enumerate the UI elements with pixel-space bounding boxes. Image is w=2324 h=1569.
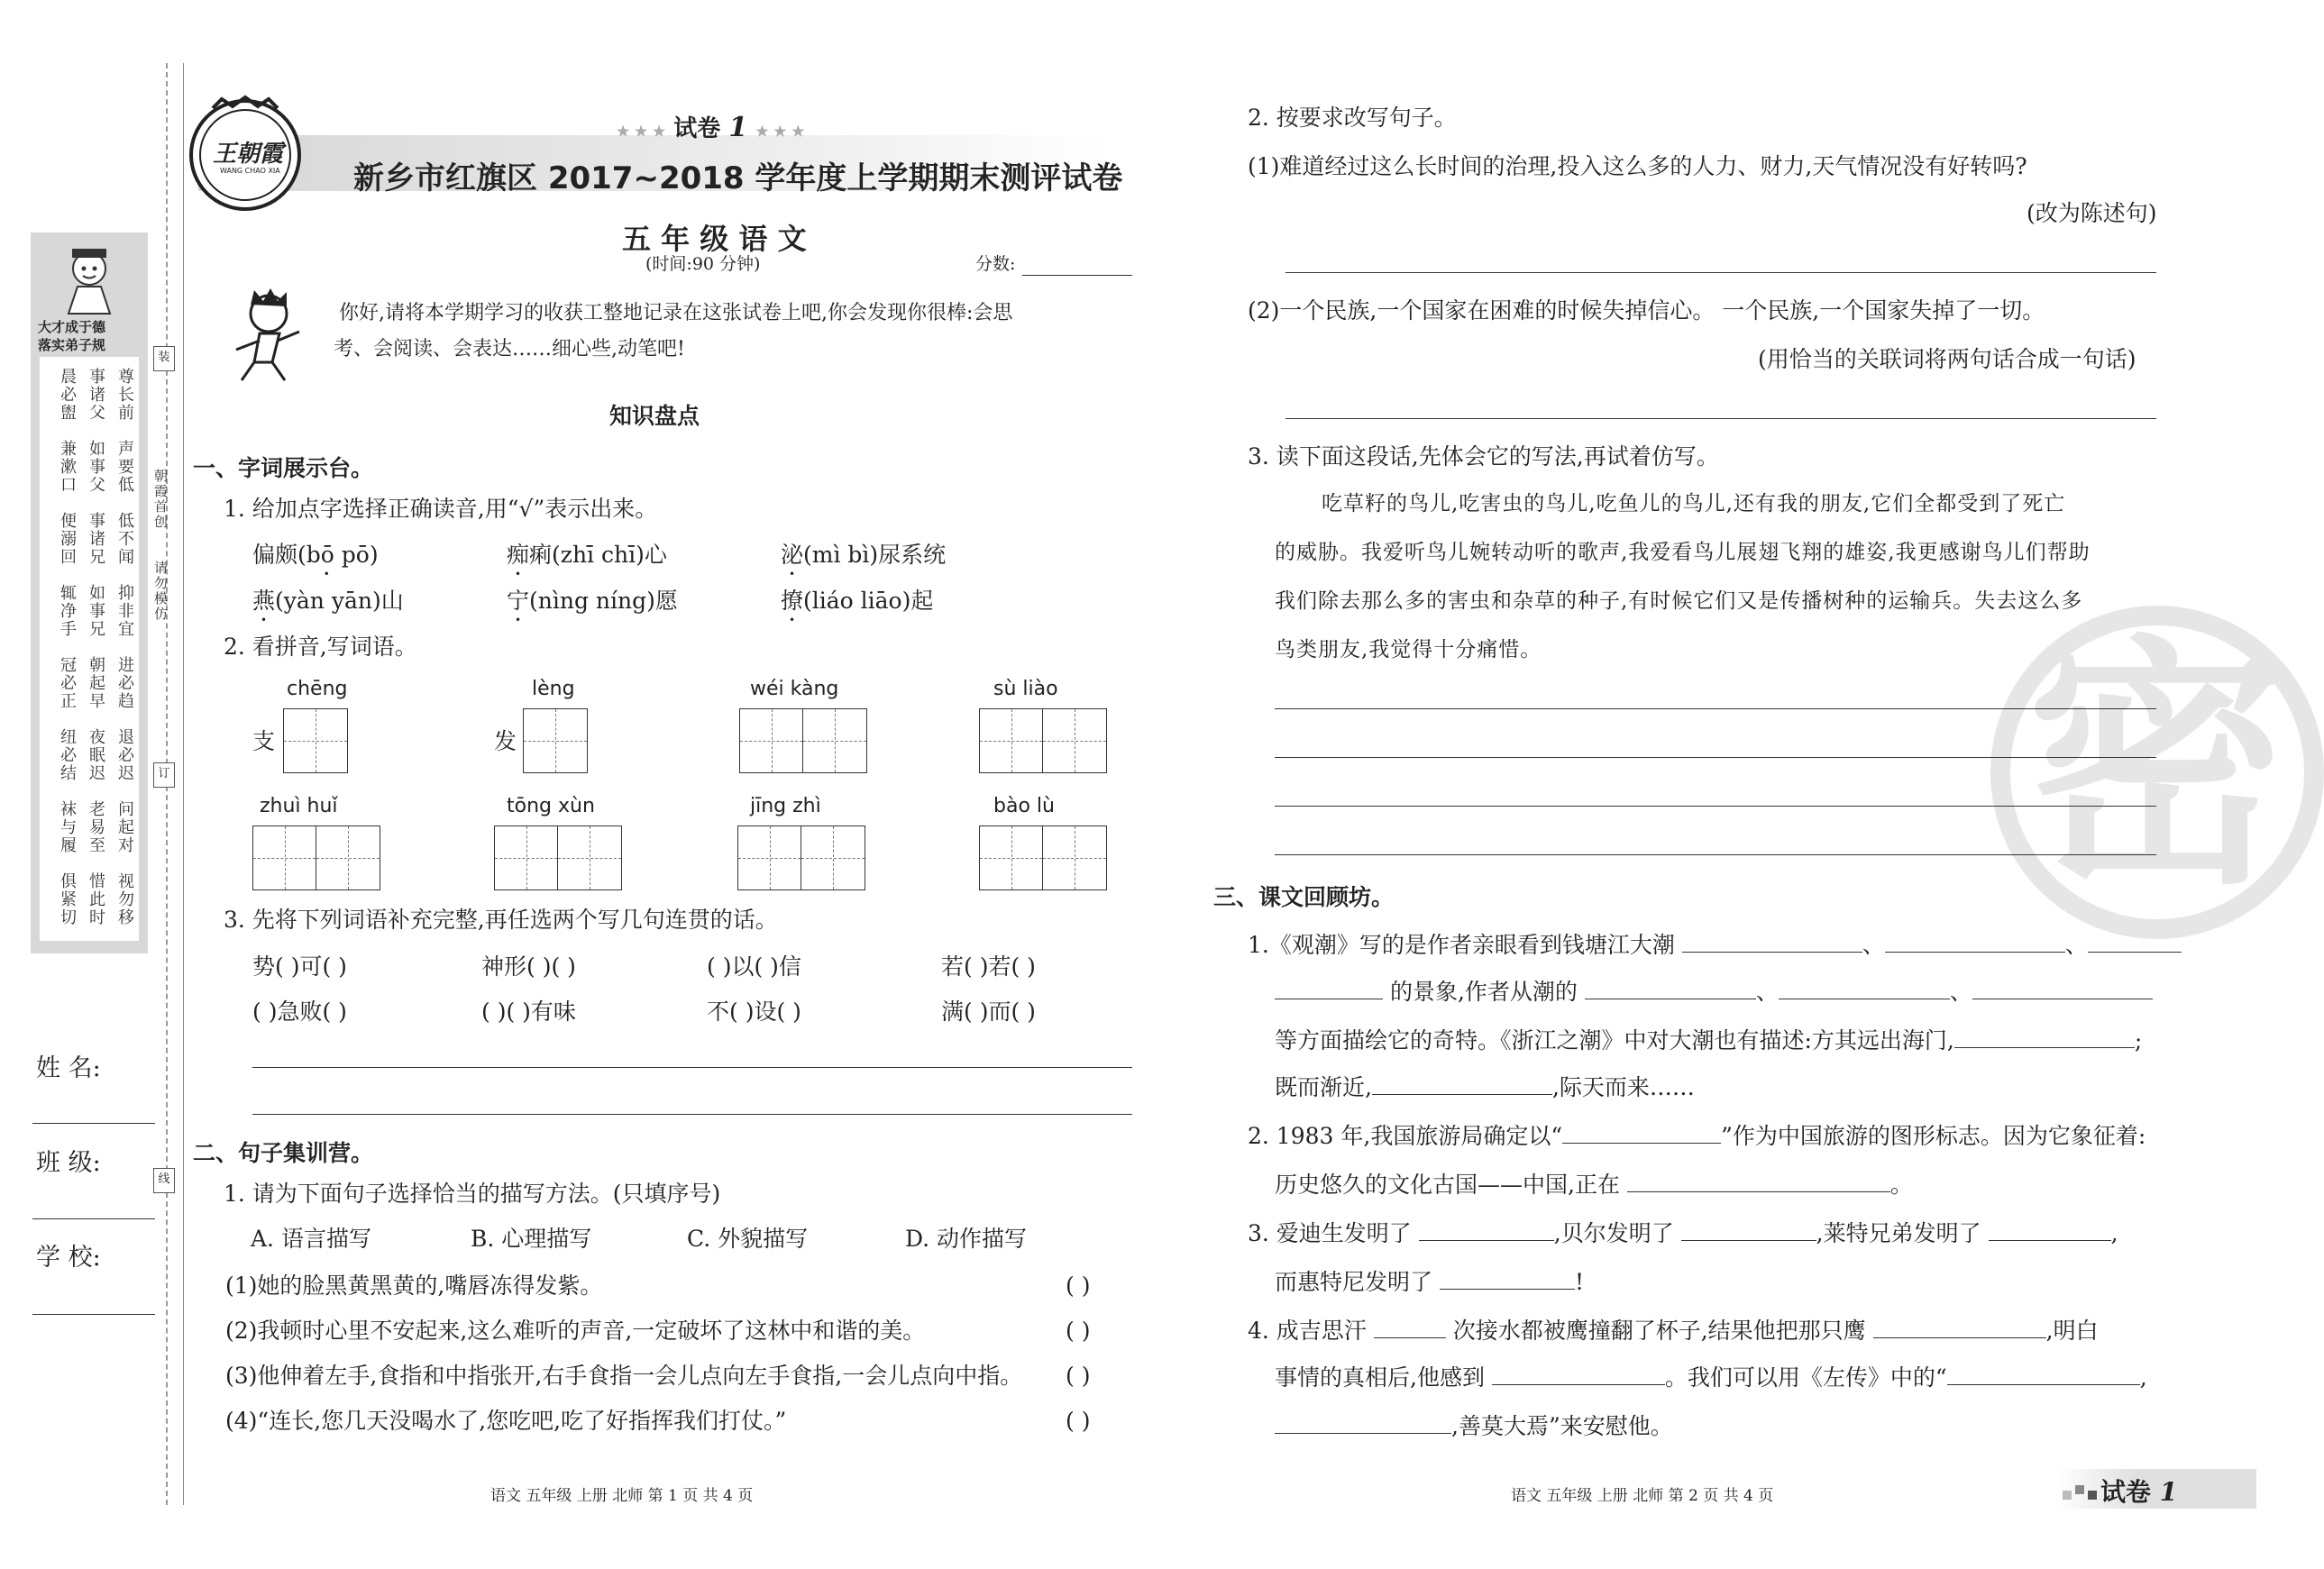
fill-blank[interactable]: [1989, 1218, 2111, 1241]
fill-blank[interactable]: [1374, 1316, 1446, 1338]
review-1-line-1: 1.《观潮》写的是作者亲眼看到钱塘江大潮 、 、: [1248, 930, 2182, 959]
review-2-line-2: 历史悠久的文化古国——中国,正在 。: [1275, 1172, 1913, 1198]
fill-blank[interactable]: [1275, 977, 1383, 999]
sec3-title: 三、课文回顾坊。: [1213, 884, 1395, 910]
cartoon-scholar-icon: [52, 242, 126, 315]
prefix-zhi: 支: [252, 728, 276, 754]
fill-blank[interactable]: [1492, 1363, 1665, 1385]
reading-item-5: 宁(nìng níng)愿: [507, 588, 678, 614]
q2-2-2: (2)一个民族,一个国家在困难的时候失掉信心。 一个民族,一个国家失掉了一切。: [1248, 297, 2045, 324]
intro-line-1: 你好,请将本学期学习的收获工整地记录在这张试卷上吧,你会发现你很棒:会思: [339, 302, 1013, 324]
section-heading: 知识盘点: [609, 403, 700, 429]
answer-paren[interactable]: ( ): [1066, 1408, 1091, 1434]
fill-blank[interactable]: [1779, 977, 1950, 999]
fill-blank[interactable]: [1681, 1218, 1816, 1241]
corner-blocks: [2063, 1483, 2102, 1501]
passage-line: 我们除去那么多的害虫和杂草的种子,有时候它们又是传播树种的运输兵。失去这么多: [1275, 589, 2083, 613]
poem-column: 如事父: [87, 440, 105, 494]
school-label: 学 校:: [36, 1244, 101, 1272]
mascot-icon: [227, 287, 308, 386]
q1-1: 1. 给加点字选择正确读音,用“√”表示出来。: [224, 496, 658, 522]
q2-3: 3. 读下面这段话,先体会它的写法,再试着仿写。: [1248, 443, 1719, 470]
review-4-line-1: 4. 成吉思汗 次接水都被鹰撞翻了杯子,结果他把那只鹰 ,明白: [1248, 1318, 2099, 1344]
poem-column: 低不闻: [115, 512, 134, 566]
q1-3: 3. 先将下列词语补充完整,再任选两个写几句连贯的话。: [224, 907, 778, 933]
fill-blank[interactable]: [2088, 930, 2182, 953]
option-c: C. 外貌描写: [687, 1226, 809, 1252]
review-3-line-2: 而惠特尼发明了 !: [1275, 1269, 1585, 1295]
brand-sub: WANG CHAO XIA: [220, 167, 280, 175]
poem-column: 视勿移: [115, 872, 134, 926]
star-icon: ★ ★ ★: [755, 123, 805, 140]
writing-grid[interactable]: [494, 826, 622, 890]
writing-grid[interactable]: [739, 708, 867, 773]
reading-item-6: 撩(liáo liāo)起: [781, 588, 934, 614]
sentence-4: (4)“连长,您几天没喝水了,您吃吧,吃了好指挥我们打仗。”: [225, 1408, 787, 1434]
subject-title: 五 年 级 语 文: [622, 222, 807, 256]
passage-line: 吃草籽的鸟儿,吃害虫的鸟儿,吃鱼儿的鸟儿,还有我的朋友,它们全都受到了死亡: [1322, 492, 2066, 515]
fill-blank[interactable]: [1562, 1121, 1721, 1144]
answer-line[interactable]: [1286, 418, 2156, 419]
pinyin-label: chēng: [287, 678, 348, 700]
answer-paren[interactable]: ( ): [1066, 1318, 1091, 1344]
review-1-line-4: 既而渐近, ,际天而来……: [1275, 1074, 1695, 1100]
sentence-2: (2)我顿时心里不安起来,这么难听的声音,一定破坏了这林中和谐的美。: [225, 1318, 926, 1344]
idiom: 满( )而( ): [941, 999, 1036, 1025]
writing-grid[interactable]: [979, 708, 1107, 773]
fill-blank[interactable]: [1954, 1026, 2135, 1048]
vertical-note-1: 朝霞首创: [152, 469, 169, 530]
answer-line[interactable]: [1275, 757, 2156, 758]
writing-grid[interactable]: [523, 708, 588, 773]
q2-2-1: (1)难道经过这么长时间的治理,投入这么多的人力、财力,天气情况没有好转吗?: [1248, 153, 2027, 179]
review-2-line-1: 2. 1983 年,我国旅游局确定以“ ”作为中国旅游的图形标志。因为它象征着:: [1248, 1123, 2146, 1149]
q1-2: 2. 看拼音,写词语。: [224, 634, 417, 660]
pinyin-label: zhuì huǐ: [260, 795, 338, 817]
reading-item-2: 痴痢(zhī chī)心: [507, 542, 667, 568]
writing-grid[interactable]: [737, 826, 865, 890]
writing-grid[interactable]: [979, 826, 1107, 890]
idiom: ( )( )有味: [481, 999, 576, 1025]
fill-blank[interactable]: [1947, 1363, 2140, 1385]
name-label: 姓 名:: [36, 1054, 101, 1082]
poem-column: 事诸兄: [87, 512, 105, 566]
idiom: 势( )可( ): [252, 953, 347, 980]
poem-column: 朝起早: [87, 656, 105, 710]
poem-column: 冠必正: [58, 656, 77, 710]
fold-mark-zhuang: 装: [153, 346, 175, 371]
score-input-line[interactable]: [1022, 275, 1132, 276]
strip-caption-2: 落实弟子规: [38, 337, 106, 353]
pinyin-label: sù liào: [993, 678, 1058, 700]
fill-blank[interactable]: [1372, 1072, 1552, 1095]
school-input-line[interactable]: [32, 1314, 155, 1315]
star-icon: ★ ★ ★: [617, 123, 666, 140]
poem-column: 尊长前: [115, 368, 134, 422]
class-input-line[interactable]: [32, 1218, 155, 1219]
option-d: D. 动作描写: [905, 1226, 1028, 1252]
exam-title: 新乡市红旗区 2017~2018 学年度上学期期末测评试卷: [353, 160, 1123, 196]
time-note: (时间:90 分钟): [645, 254, 761, 274]
q2-2: 2. 按要求改写句子。: [1248, 105, 1457, 131]
q2-2-1-req: (改为陈述句): [2027, 200, 2157, 226]
poem-column: 晨必盥: [58, 368, 77, 422]
fill-blank[interactable]: [1585, 977, 1756, 999]
answer-paren[interactable]: ( ): [1066, 1273, 1091, 1299]
passage-line: 的威胁。我爱听鸟儿婉转动听的歌声,我爱看鸟儿展翅飞翔的雄姿,我更感谢鸟儿们帮助: [1275, 541, 2091, 564]
poem-column: 事诸父: [87, 368, 105, 422]
poem-column: 抑非宜: [115, 584, 134, 638]
pinyin-label: lèng: [532, 678, 575, 700]
side-strip-panel: [31, 233, 148, 953]
pinyin-label: tōng xùn: [507, 795, 595, 817]
q2-1: 1. 请为下面句子选择恰当的描写方法。(只填序号): [224, 1181, 721, 1207]
review-1-line-2: 的景象,作者从潮的 、 、: [1275, 977, 2153, 1006]
fill-blank[interactable]: [1682, 930, 1862, 953]
prefix-fa: 发: [494, 728, 517, 754]
poem-column: 便溺回: [58, 512, 77, 566]
binding-solid-line: [183, 63, 184, 1505]
poem-column: 问起对: [115, 800, 134, 854]
left-footer: 语文 五年级 上册 北师 第 1 页 共 4 页: [490, 1487, 754, 1505]
answer-line[interactable]: [252, 1114, 1132, 1115]
reading-item-3: 泌(mì bì)尿系统: [781, 542, 947, 568]
class-label: 班 级:: [36, 1149, 101, 1177]
review-4-line-3: ,善莫大焉”来安慰他。: [1275, 1411, 1673, 1440]
poem-column: 纽必结: [58, 728, 77, 782]
answer-line[interactable]: [1275, 806, 2156, 807]
answer-line[interactable]: [1286, 272, 2156, 273]
poem-column: 进必趋: [115, 656, 134, 710]
idiom: 神形( )( ): [481, 953, 576, 980]
series-badge: [617, 110, 804, 143]
answer-line[interactable]: [1275, 708, 2156, 709]
answer-paren[interactable]: ( ): [1066, 1363, 1091, 1389]
poem-column: 退必迟: [115, 728, 134, 782]
reading-item-4: 燕(yàn yān)山: [252, 588, 404, 614]
poem-column: 辄净手: [58, 584, 77, 638]
poem-column: 夜眠迟: [87, 728, 105, 782]
fold-mark-xian: 线: [153, 1168, 175, 1193]
intro-line-2: 考、会阅读、会表达……细心些,动笔吧!: [334, 338, 685, 360]
seal-watermark: [1990, 606, 2288, 939]
answer-line[interactable]: [1275, 854, 2156, 855]
q2-2-2-req: (用恰当的关联词将两句话合成一句话): [1758, 346, 2136, 372]
right-footer: 语文 五年级 上册 北师 第 2 页 共 4 页: [1511, 1487, 1774, 1505]
fill-blank[interactable]: [1885, 930, 2065, 953]
review-1-line-3: 等方面描绘它的奇特。《浙江之潮》中对大潮也有描述:方其远出海门, ;: [1275, 1027, 2143, 1054]
idiom: 不( )设( ): [707, 999, 801, 1025]
review-3-line-1: 3. 爱迪生发明了 ,贝尔发明了 ,莱特兄弟发明了 ,: [1248, 1220, 2118, 1246]
fill-blank[interactable]: [1440, 1267, 1575, 1290]
pinyin-label: wéi kàng: [750, 678, 839, 700]
poem-column: 惜此时: [87, 872, 105, 926]
corner-label: 试卷 1: [2100, 1477, 2178, 1507]
passage-line: 鸟类朋友,我觉得十分痛惜。: [1275, 638, 1542, 661]
vertical-note-2: 请勿模仿: [152, 561, 169, 622]
sec1-title: 一、字词展示台。: [193, 455, 374, 481]
pinyin-label: bào lù: [993, 795, 1055, 817]
fold-mark-ding: 订: [153, 762, 175, 788]
sentence-1: (1)她的脸黑黄黑黄的,嘴唇冻得发紫。: [225, 1273, 603, 1299]
sentence-3: (3)他伸着左手,食指和中指张开,右手食指一会儿点向左手食指,一会儿点向中指。: [225, 1363, 1023, 1389]
sec2-title: 二、句子集训营。: [193, 1140, 374, 1166]
poem-column: 老易至: [87, 800, 105, 854]
brand-text: 王朝霞: [213, 141, 284, 168]
name-input-line[interactable]: [32, 1123, 155, 1124]
fill-blank[interactable]: [1972, 977, 2153, 999]
pinyin-label: jīng zhì: [750, 795, 821, 817]
poem-column: 兼漱口: [58, 440, 77, 494]
reading-item-1: 偏颇(bō pō) •: [252, 542, 379, 569]
idiom: 若( )若( ): [941, 953, 1036, 980]
fill-blank[interactable]: [1627, 1170, 1890, 1192]
series-number: 1: [728, 112, 748, 143]
option-a: A. 语言描写: [251, 1226, 371, 1252]
option-b: B. 心理描写: [471, 1226, 592, 1252]
writing-grid[interactable]: [252, 826, 380, 890]
idiom: ( )急败( ): [252, 999, 347, 1025]
poem-column: 袜与履: [58, 800, 77, 854]
review-4-line-2: 事情的真相后,他感到 。我们可以用《左传》中的“ ,: [1275, 1364, 2147, 1391]
poem-column: 声要低: [115, 440, 134, 494]
fill-blank[interactable]: [1419, 1218, 1554, 1241]
fill-blank[interactable]: [1275, 1411, 1451, 1434]
fill-blank[interactable]: [1873, 1316, 2046, 1338]
poem-column: 如事兄: [87, 584, 105, 638]
strip-caption-1: 大才成于德: [38, 319, 106, 335]
watermark-glyph: 密: [2027, 616, 2288, 919]
poem-column: 俱紧切: [58, 872, 77, 926]
writing-grid[interactable]: [283, 708, 348, 773]
score-label: 分数:: [975, 254, 1016, 274]
series-label: 试卷: [673, 115, 721, 142]
idiom: ( )以( )信: [707, 953, 801, 980]
answer-line[interactable]: [252, 1067, 1132, 1068]
